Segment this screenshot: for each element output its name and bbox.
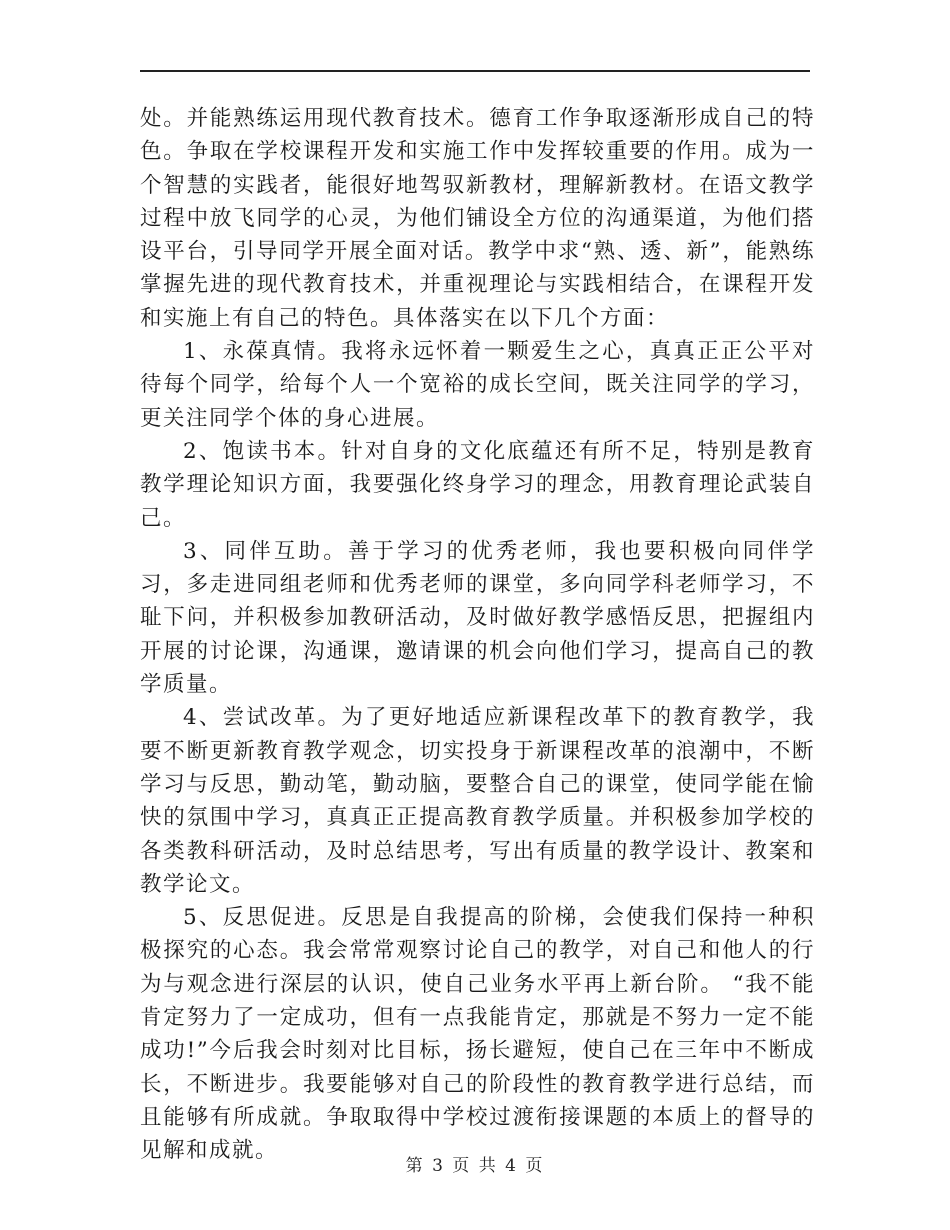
paragraph-item-4: 4、尝试改革。为了更好地适应新课程改革下的教育教学，我要不断更新教育教学观念，切实投身于新课程改革的浪潮中，不断学习与反思，勤动笔，勤动脑，要整合自己的课堂，使同学能在愉快的氛围中学习，真真正正提高教育教学质量。并积极参加学校的各类教科研活动，及时总结思考，写出有质量的教学设计、教案和教学论文。 bbox=[140, 705, 815, 897]
paragraph-item-5: 5、反思促进。反思是自我提高的阶梯，会使我们保持一种积极探究的心态。我会常常观察讨论自己的教学，对自己和他人的行为与观念进行深层的认识，使自己业务水平再上新台阶。 “我不能肯定努力了一定成功，但有一点我能肯定，那就是不努力一定不能成功!”今后我会时刻对比目标，扬长避短，使自己在三年中不断成长，不断进步。我要能够对自己的阶段性的教育教学进行总结，而且能够有所成就。争取取得中学校过渡衔接课题的本质上的督导的见解和成就。 bbox=[140, 905, 815, 1164]
document-body bbox=[140, 102, 815, 1168]
paragraph-item-3: 3、同伴互助。善于学习的优秀老师，我也要积极向同伴学习，多走进同组老师和优秀老师的课堂，多向同学科老师学习，不耻下问，并积极参加教研活动，及时做好教学感悟反思，把握组内开展的讨论课，沟通课，邀请课的机会向他们学习，提高自己的教学质量。 bbox=[140, 538, 815, 698]
paragraph-item-1: 1、永葆真情。我将永远怀着一颗爱生之心，真真正正公平对待每个同学，给每个人一个宽裕的成长空间，既关注同学的学习，更关注同学个体的身心进展。 bbox=[140, 339, 815, 431]
page-number-footer: 第 3 页 共 4 页 bbox=[405, 1156, 545, 1176]
paragraph-item-2: 2、饱读书本。针对自身的文化底蕴还有所不足，特别是教育教学理论知识方面，我要强化终身学习的理念，用教育理论武装自己。 bbox=[140, 438, 815, 531]
header-divider bbox=[140, 70, 810, 72]
paragraph-intro-continuation: 处。并能熟练运用现代教育技术。德育工作争取逐渐形成自己的特色。争取在学校课程开发和实施工作中发挥较重要的作用。成为一个智慧的实践者，能很好地驾驭新教材，理解新教材。在语文教学过程中放飞同学的心灵，为他们铺设全方位的沟通渠道，为他们搭设平台，引导同学开展全面对话。教学中求“熟、透、新”，能熟练掌握先进的现代教育技术，并重视理论与实践相结合，在课程开发和实施上有自己的特色。具体落实在以下几个方面： bbox=[140, 106, 815, 331]
